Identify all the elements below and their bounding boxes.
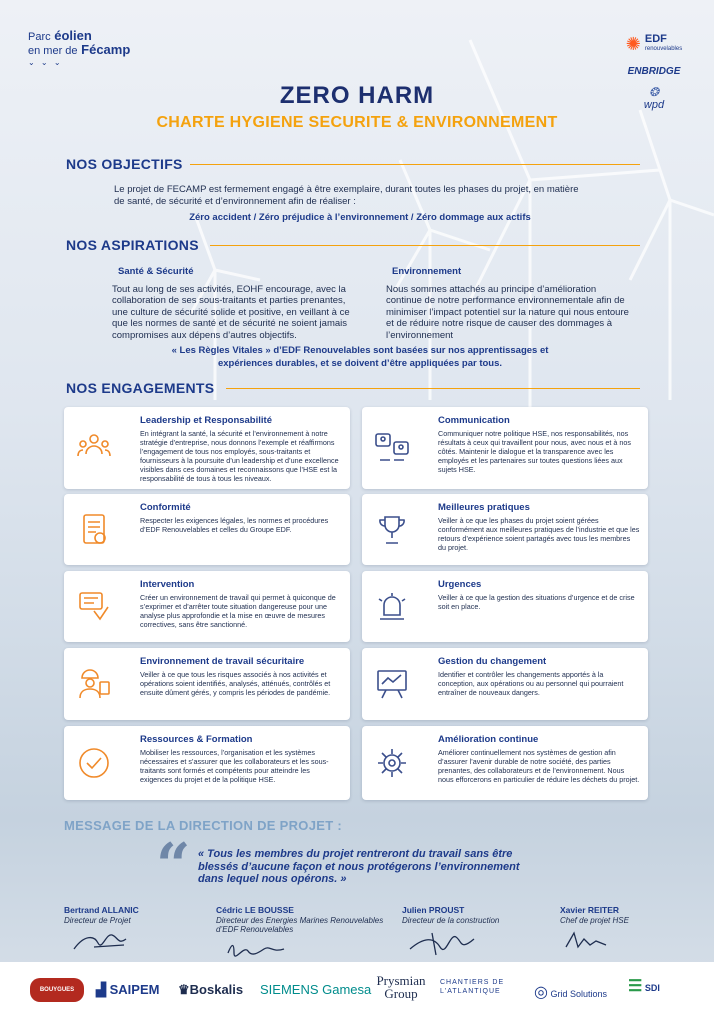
- card-text: Communiquer notre politique HSE, nos responsabilités, nos résultats à ceux qui travaillent pour nous, avec nous et à nos côtés. Maintenir le dialogue et la transparence avec les employés et les partenaires sur toutes questions liées aux sujets HSE.: [438, 429, 631, 474]
- signatory-le-bousse: [216, 906, 386, 959]
- check-circle-icon: [76, 745, 112, 781]
- boskalis-logo-text: Boskalis: [189, 982, 244, 997]
- edf-logo: [614, 34, 694, 54]
- objectifs-text: Le projet de FECAMP est fermement engagé à être exemplaire, durant toutes les phases du projet, en matière de santé, de sécurité et d’environnement afin de réaliser :: [114, 184, 579, 207]
- edf-logo-text: EDF: [644, 33, 667, 45]
- card-title: Intervention: [140, 579, 195, 590]
- card-text: Mobiliser les ressources, l’organisation et les systèmes nécessaires et s’assurer que les collaborateurs et les sous-traitants sont formés et compétents pour atteindre les exigences du projet et de la politique HSE.: [140, 748, 329, 784]
- chantiers-atlantique-logo: CHANTIERS DE L'ATLANTIQUE: [440, 979, 505, 995]
- change-board-icon: [374, 666, 410, 702]
- siemens-gamesa-logo: SIEMENS Gamesa: [260, 982, 372, 997]
- logo-left-line2b: Fécamp: [81, 42, 131, 57]
- improvement-gear-icon: [374, 745, 410, 781]
- card-text: Respecter les exigences légales, les normes et procédures d’EDF Renouvelables et celles du Groupe EDF.: [140, 516, 329, 534]
- card-gestion-changement: [362, 648, 648, 720]
- card-text: Veiller à ce que les phases du projet soient gérées conformément aux meilleures pratiques de l’industrie et que les retours d’expérience soient partagés avec tous les membres du projet.: [438, 516, 640, 552]
- footer-partner-logos: [0, 962, 714, 1024]
- signature-proust: [402, 929, 482, 957]
- grid-solutions-logo-text: Grid Solutions: [550, 989, 608, 999]
- quote-mark-icon: “: [156, 831, 191, 901]
- signature-allanic: [64, 929, 144, 955]
- enbridge-logo: ENBRIDGE: [627, 66, 681, 77]
- signatory-proust: [402, 906, 532, 957]
- aspiration-right-title: Environnement: [392, 266, 462, 277]
- card-communication: [362, 407, 648, 489]
- boskalis-crown-icon: ♛: [178, 982, 190, 997]
- wpd-logo-text: wpd: [643, 99, 665, 111]
- wpd-swirl-icon: ❂: [648, 85, 660, 99]
- bouygues-logo: BOUYGUES: [30, 978, 84, 1002]
- objectifs-divider: [190, 164, 640, 165]
- page-subtitle: CHARTE HYGIENE SECURITE & ENVIRONNEMENT: [156, 114, 558, 131]
- signature-reiter: [560, 929, 620, 953]
- card-intervention: [64, 571, 350, 642]
- aspiration-left-title: Santé & Sécurité: [118, 266, 194, 277]
- regles-vitales-text: « Les Règles Vitales » d’EDF Renouvelables sont basées sur nos apprentissages et expériences durables, et se doivent d’être appliquées par tous.: [171, 345, 549, 369]
- signatory-name: Xavier REITER: [560, 905, 620, 915]
- aspiration-right-text: Nous sommes attachés au principe d’amélioration continue de notre performance environnementale afin de minimiser l’impact potentiel sur la nature qui nous entoure et de réduire notre risque de causer des dommages à l’environnement: [386, 283, 629, 341]
- worker-checklist-icon: [76, 666, 112, 702]
- card-text: Améliorer continuellement nos systèmes de gestion afin d’assurer l’avenir durable de notre société, des parties prenantes, des collaborateurs et de l’environnement. Nous nous efforcerons en particulier de réduire les déchets du projet.: [438, 748, 640, 784]
- trophy-icon: [374, 512, 410, 548]
- card-title: Conformité: [140, 502, 191, 513]
- signatory-role: Directeur des Energies Marines Renouvelables d’EDF Renouvelables: [216, 915, 384, 934]
- engagements-heading: NOS ENGAGEMENTS: [66, 380, 215, 396]
- card-title: Gestion du changement: [438, 656, 547, 667]
- birds-icon: ⌄ ⌄ ⌄: [28, 58, 63, 67]
- signatory-role: Chef de projet HSE: [560, 915, 629, 925]
- boskalis-logo: [178, 982, 243, 998]
- aspiration-sante-securite: [112, 266, 358, 341]
- card-title: Amélioration continue: [438, 734, 539, 745]
- engagements-divider: [226, 388, 640, 389]
- signatory-name: Julien PROUST: [402, 905, 465, 915]
- signatory-name: Cédric LE BOUSSE: [216, 905, 294, 915]
- saipem-icon: ▟: [96, 982, 106, 997]
- signatory-allanic: [64, 906, 184, 955]
- saipem-logo: [96, 982, 159, 998]
- card-title: Ressources & Formation: [140, 734, 253, 745]
- sdi-logo-text: SDI: [644, 983, 660, 993]
- page-title: ZERO HARM: [279, 82, 435, 109]
- prysmian-logo: Prysmian Group: [376, 973, 426, 1001]
- signatory-role: Directeur de Projet: [64, 915, 131, 925]
- card-ressources-formation: [64, 726, 350, 800]
- card-title: Urgences: [438, 579, 482, 590]
- objectifs-heading: NOS OBJECTIFS: [66, 156, 183, 172]
- card-meilleures-pratiques: [362, 494, 648, 565]
- compliance-document-icon: [76, 512, 112, 548]
- logo-left-line2a: en mer de: [28, 45, 78, 57]
- sdi-logo: [628, 976, 660, 996]
- card-conformite: [64, 494, 350, 565]
- message-heading: MESSAGE DE LA DIRECTION DE PROJET :: [64, 818, 342, 833]
- logo-left-line1b: éolien: [54, 28, 92, 43]
- objectifs-goals: Zéro accident / Zéro préjudice à l’environnement / Zéro dommage aux actifs: [189, 212, 531, 223]
- signature-le-bousse: [216, 939, 296, 959]
- logo-left-line1a: Parc: [28, 31, 51, 43]
- grid-solutions-logo: [534, 982, 607, 1002]
- card-title: Communication: [438, 415, 510, 426]
- signatory-role: Directeur de la construction: [402, 915, 500, 925]
- card-title: Environnement de travail sécuritaire: [140, 656, 305, 667]
- team-leadership-icon: [76, 430, 112, 466]
- card-text: En intégrant la santé, la sécurité et l’environnement à notre stratégie d’entreprise, nous donnons l’exemple et réaffirmons l’engagement de tous nos employés, sous-traitants et fournisseurs à la poursuite d’un leadership et d’une excellence visibles dans ces domaines et reconnaissons que l’HSE est la responsabilité de tous à tous les niveaux.: [140, 429, 339, 483]
- aspirations-divider: [210, 245, 640, 246]
- aspirations-heading: NOS ASPIRATIONS: [66, 237, 199, 253]
- card-amelioration-continue: [362, 726, 648, 800]
- alarm-bell-icon: [374, 589, 410, 625]
- communication-icon: [374, 430, 410, 466]
- intervention-icon: [76, 589, 112, 625]
- signatory-name: Bertrand ALLANIC: [64, 905, 139, 915]
- card-environnement-travail: [64, 648, 350, 720]
- card-text: Veiller à ce que tous les risques associés à nos activités et opérations soient identifiés, analysés, atténués, contrôlés et ensuite dûment gérés, y compris les périodes de pandémie.: [140, 670, 331, 697]
- saipem-logo-text: SAIPEM: [109, 982, 160, 997]
- signatory-reiter: [560, 906, 670, 953]
- aspiration-left-text: Tout au long de ses activités, EOHF encourage, avec la collaboration de ses sous-traitants et parties prenantes, une culture de sécurité solide et positive, en veillant à ce que les normes de santé et de sécurité ne soient jamais compromises aux dépens d’autres objectifs.: [112, 283, 350, 341]
- card-text: Créer un environnement de travail qui permet à quiconque de s’exprimer et d’arrêter toute situation dangereuse pour une analyse plus approfondie et la mise en œuvre de mesures correctives, sans être sanctionné.: [140, 593, 336, 629]
- edf-logo-subtext: renouvelables: [644, 46, 683, 52]
- card-title: Leadership et Responsabilité: [140, 415, 272, 426]
- parc-eolien-fecamp-logo: [28, 28, 148, 78]
- card-urgences: [362, 571, 648, 642]
- sdi-icon: ☰: [628, 978, 643, 995]
- card-title: Meilleures pratiques: [438, 502, 530, 513]
- management-quote: « Tous les membres du projet rentreront du travail sans être blessés d’aucune façon et nous protégerons l’environnement dans lequel nous opérons. »: [198, 848, 520, 885]
- ge-icon: ◎: [534, 984, 548, 1001]
- card-leadership: [64, 407, 350, 489]
- card-text: Identifier et contrôler les changements apportés à la conception, aux opérations ou au personnel qui pourraient entraîner de nouveaux dangers.: [438, 670, 624, 697]
- card-text: Veiller à ce que la gestion des situations d’urgence et de crise soit en place.: [438, 593, 635, 611]
- aspiration-environnement: [386, 266, 632, 341]
- edf-star-icon: ✺: [625, 34, 641, 54]
